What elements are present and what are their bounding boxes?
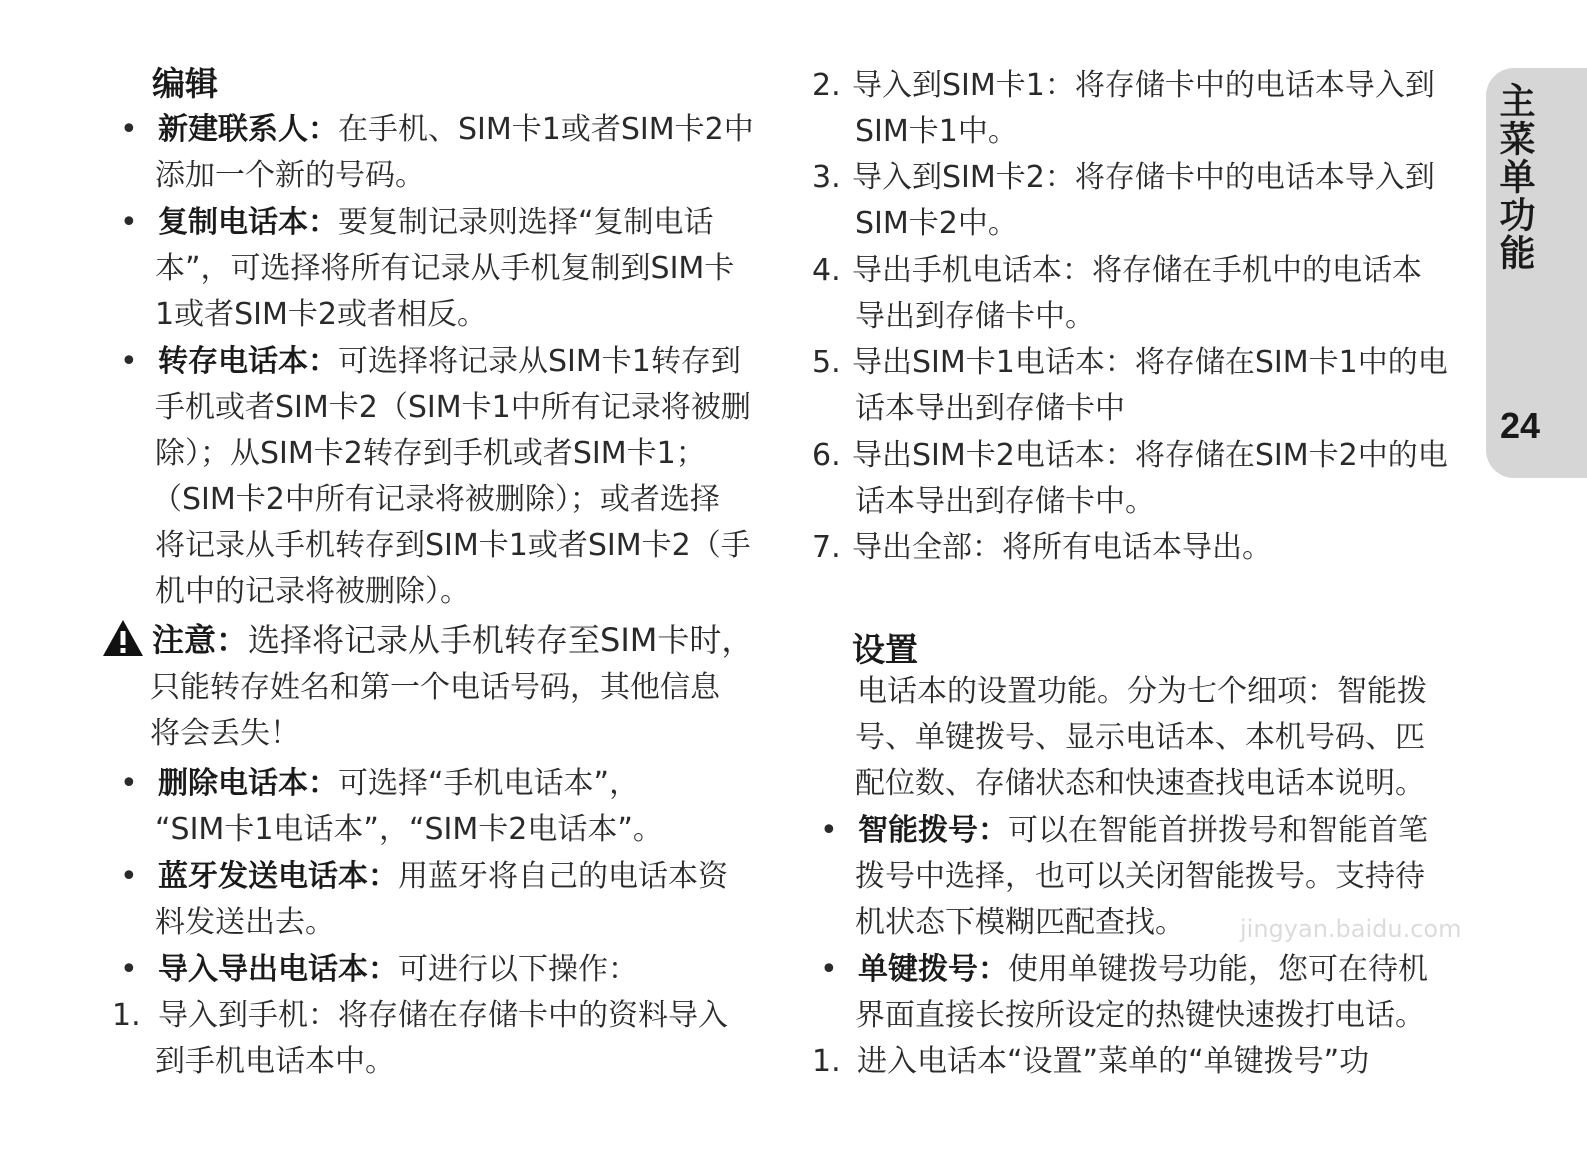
text-line: 将会丢失！ [150,716,300,751]
item-import-export: 导入导出电话本：可进行以下操作： [158,952,638,987]
item-delete-phonebook: 删除电话本：可选择“手机电话本”， [158,766,640,801]
item-smart-dial: 智能拨号：可以在智能首拼拨号和智能首笔 [858,813,1428,848]
text-line: 导出到存储卡中。 [855,299,1095,334]
text-line: 界面直接长按所设定的热键快速拨打电话。 [855,998,1425,1033]
step-import-phone: 导入到手机：将存储在存储卡中的资料导入 [158,998,728,1033]
note: 注意：选择将记录从手机转存至SIM卡时， [152,621,754,659]
text-line: 将记录从手机转存到SIM卡1或者SIM卡2（手 [155,528,751,563]
bullet: • [120,205,138,240]
section-heading-settings: 设置 [852,630,918,669]
text-line: 话本导出到存储卡中 [855,391,1125,426]
step-export-sim2: 导出SIM卡2电话本：将存储在SIM卡2中的电 [852,438,1448,473]
section-heading-edit: 编辑 [152,64,218,103]
bullet: • [120,859,138,894]
text-line: 话本导出到存储卡中。 [855,484,1155,519]
text-line: SIM卡1中。 [855,114,1018,149]
step-number: 3. [812,160,841,195]
warning-icon [101,618,145,658]
step-number: 1. [812,1044,841,1079]
page-number: 24 [1500,405,1541,446]
chapter-title: 主菜单功能 [1494,82,1535,272]
step-number: 2. [812,68,841,103]
bullet: • [820,813,838,848]
text-line: 机状态下模糊匹配查找。 [855,905,1185,940]
step-number: 5. [812,345,841,380]
item-transfer-phonebook: 转存电话本：可选择将记录从SIM卡1转存到 [158,344,741,379]
item-speed-dial: 单键拨号：使用单键拨号功能，您可在待机 [858,952,1428,987]
item-bluetooth-send: 蓝牙发送电话本：用蓝牙将自己的电话本资 [158,859,728,894]
bullet: • [120,952,138,987]
text-line: SIM卡2中。 [855,206,1018,241]
step-export-phone: 导出手机电话本：将存储在手机中的电话本 [852,253,1422,288]
text-line: 到手机电话本中。 [155,1044,395,1079]
step-export-all: 导出全部：将所有电话本导出。 [852,530,1272,565]
bullet: • [820,952,838,987]
step-number: 7. [812,530,841,565]
text-line: 本”，可选择将所有记录从手机复制到SIM卡 [155,251,735,286]
text-line: 手机或者SIM卡2（SIM卡1中所有记录将被删 [155,390,751,425]
step-number: 6. [812,438,841,473]
item-copy-phonebook: 复制电话本：要复制记录则选择“复制电话 [158,205,714,240]
step-export-sim1: 导出SIM卡1电话本：将存储在SIM卡1中的电 [852,345,1448,380]
step-enter-settings: 进入电话本“设置”菜单的“单键拨号”功 [857,1044,1370,1079]
text-line: 除）；从SIM卡2转存到手机或者SIM卡1； [155,436,706,471]
bullet: • [120,344,138,379]
bullet: • [120,766,138,801]
text-line: 1或者SIM卡2或者相反。 [155,297,487,332]
text-line: “SIM卡1电话本”，“SIM卡2电话本”。 [155,812,663,847]
text-line: 料发送出去。 [155,905,335,940]
text-line: 电话本的设置功能。分为七个细项：智能拨 [857,674,1427,709]
step-number: 4. [812,253,841,288]
text-line: 拨号中选择，也可以关闭智能拨号。支持待 [855,859,1425,894]
text-line: 机中的记录将被删除）。 [155,574,470,609]
text-line: 只能转存姓名和第一个电话号码，其他信息 [150,670,720,705]
step-import-sim2: 导入到SIM卡2：将存储卡中的电话本导入到 [852,160,1435,195]
text-line: （SIM卡2中所有记录将被删除）；或者选择 [152,482,720,517]
text-line: 添加一个新的号码。 [155,158,425,193]
item-new-contact: 新建联系人：在手机、SIM卡1或者SIM卡2中 [158,112,754,147]
watermark: jingyan.baidu.com [1240,915,1462,943]
step-import-sim1: 导入到SIM卡1：将存储卡中的电话本导入到 [852,68,1435,103]
step-number: 1. [112,998,141,1033]
text-line: 配位数、存储状态和快速查找电话本说明。 [855,766,1425,801]
text-line: 号、单键拨号、显示电话本、本机号码、匹 [855,720,1425,755]
bullet: • [120,112,138,147]
